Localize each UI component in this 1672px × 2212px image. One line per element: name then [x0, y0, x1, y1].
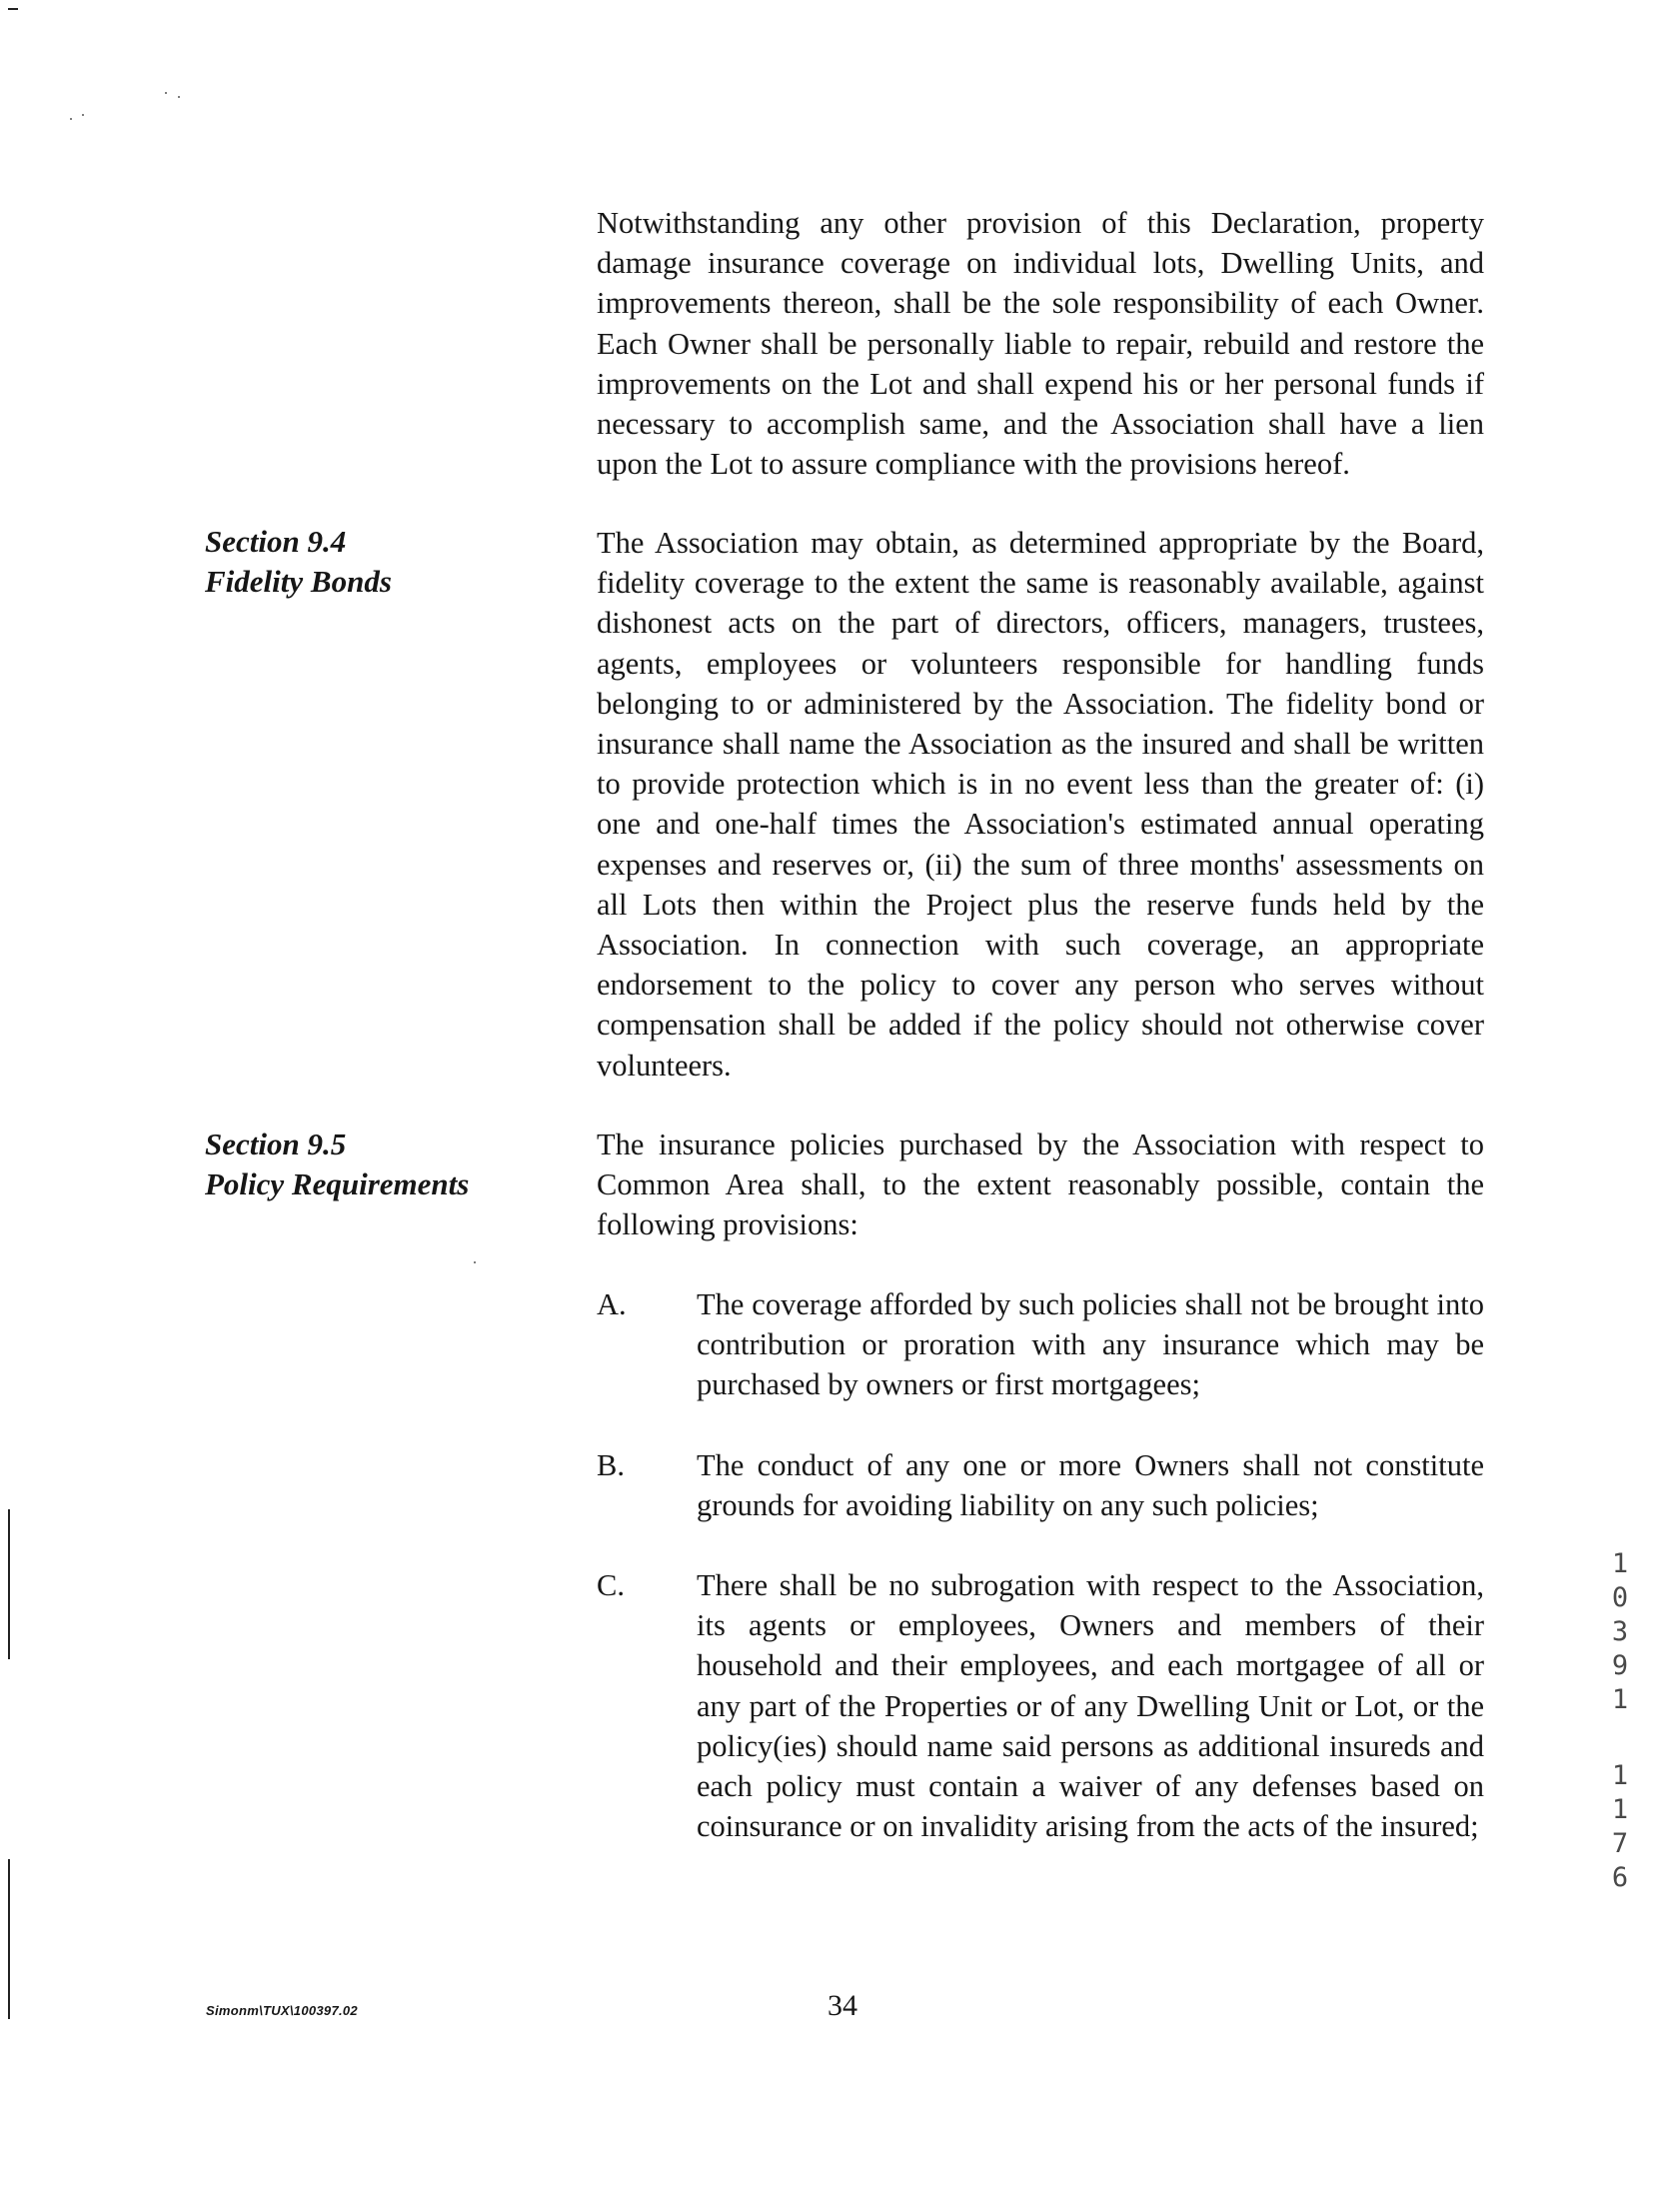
list-item-marker: C.: [597, 1568, 625, 1602]
list-item-marker: A.: [597, 1287, 627, 1321]
recording-stamp-lower: [1607, 1759, 1633, 1895]
section-9-5-heading: [205, 1124, 535, 1204]
stamp-digit: 1: [1611, 1760, 1629, 1791]
scan-speck: [165, 92, 167, 94]
stamp-digit: 1: [1611, 1794, 1629, 1825]
footer-document-id: Simonm\TUX\100397.02: [206, 2003, 358, 2018]
page-number: 34: [828, 1989, 857, 2022]
list-item-marker: B.: [597, 1448, 625, 1482]
stamp-digit: 1: [1611, 1684, 1629, 1715]
section-title: Fidelity Bonds: [205, 564, 392, 599]
stamp-digit: 0: [1611, 1582, 1629, 1613]
scan-speck: [178, 96, 180, 98]
list-item-text: There shall be no subrogation with respect to the Association, its agents or employees, Owners and members of their household and their employees, and each mortgagee of all or any part of the Properties or of any Dwelling Unit or Lot, or the policy(ies) should name said persons as additional insureds and each policy must contain a waiver of any defenses based on coinsurance or on invalidity arising from the acts of the insured;: [697, 1568, 1484, 1844]
stamp-digit: 9: [1611, 1650, 1629, 1681]
stamp-digit: 7: [1611, 1828, 1629, 1859]
scan-edge-line: [8, 8, 18, 10]
scan-edge-line: [8, 1859, 10, 2019]
section-9-4-heading: [205, 522, 535, 602]
stamp-digit: 3: [1611, 1616, 1629, 1647]
section-number: Section 9.4: [205, 524, 347, 559]
scan-speck: [474, 1261, 476, 1263]
section-number: Section 9.5: [205, 1126, 347, 1161]
list-item-text: The coverage afforded by such policies shall not be brought into contribution or proration with any insurance which may be purchased by owners or first mortgagees;: [697, 1287, 1484, 1402]
scan-edge-line: [8, 1509, 10, 1659]
section-9-5-text: The insurance policies purchased by the Association with respect to Common Area shall, to the extent reasonably possible, contain the following provisions:: [597, 1127, 1484, 1242]
section-title: Policy Requirements: [205, 1166, 470, 1201]
scan-speck: [70, 118, 72, 120]
section-9-4-text: The Association may obtain, as determined appropriate by the Board, fidelity coverage to the extent the same is reasonably available, against dishonest acts on the part of directors, officers, managers, trustees, agents, employees or volunteers responsible for handling funds belonging to or administered by the Association. The fidelity bond or insurance shall name the Association as the insured and shall be written to provide protection which is in no event less than the greater of: (i) one and one-half times the Association's estimated annual operating expenses and reserves or, (ii) the sum of three months' assessments on all Lots then within the Project plus the reserve funds held by the Association. In connection with such coverage, an appropriate endorsement to the policy to cover any person who serves without compensation shall be added if the policy should not otherwise cover volunteers.: [597, 526, 1484, 1083]
list-item-text: The conduct of any one or more Owners shall not constitute grounds for avoiding liability on any such policies;: [697, 1448, 1484, 1523]
scan-speck: [82, 114, 84, 116]
recording-stamp-upper: [1607, 1547, 1633, 1717]
stamp-digit: 1: [1611, 1548, 1629, 1579]
intro-paragraph: Notwithstanding any other provision of this Declaration, property damage insurance coverage on individual lots, Dwelling Units, and improvements thereon, shall be the sole responsibility of each Owner. Each Owner shall be personally liable to repair, rebuild and restore the improvements on the Lot and shall expend his or her personal funds if necessary to accomplish same, and the Association shall have a lien upon the Lot to assure compliance with the provisions hereof.: [597, 206, 1484, 482]
stamp-digit: 6: [1611, 1862, 1629, 1893]
